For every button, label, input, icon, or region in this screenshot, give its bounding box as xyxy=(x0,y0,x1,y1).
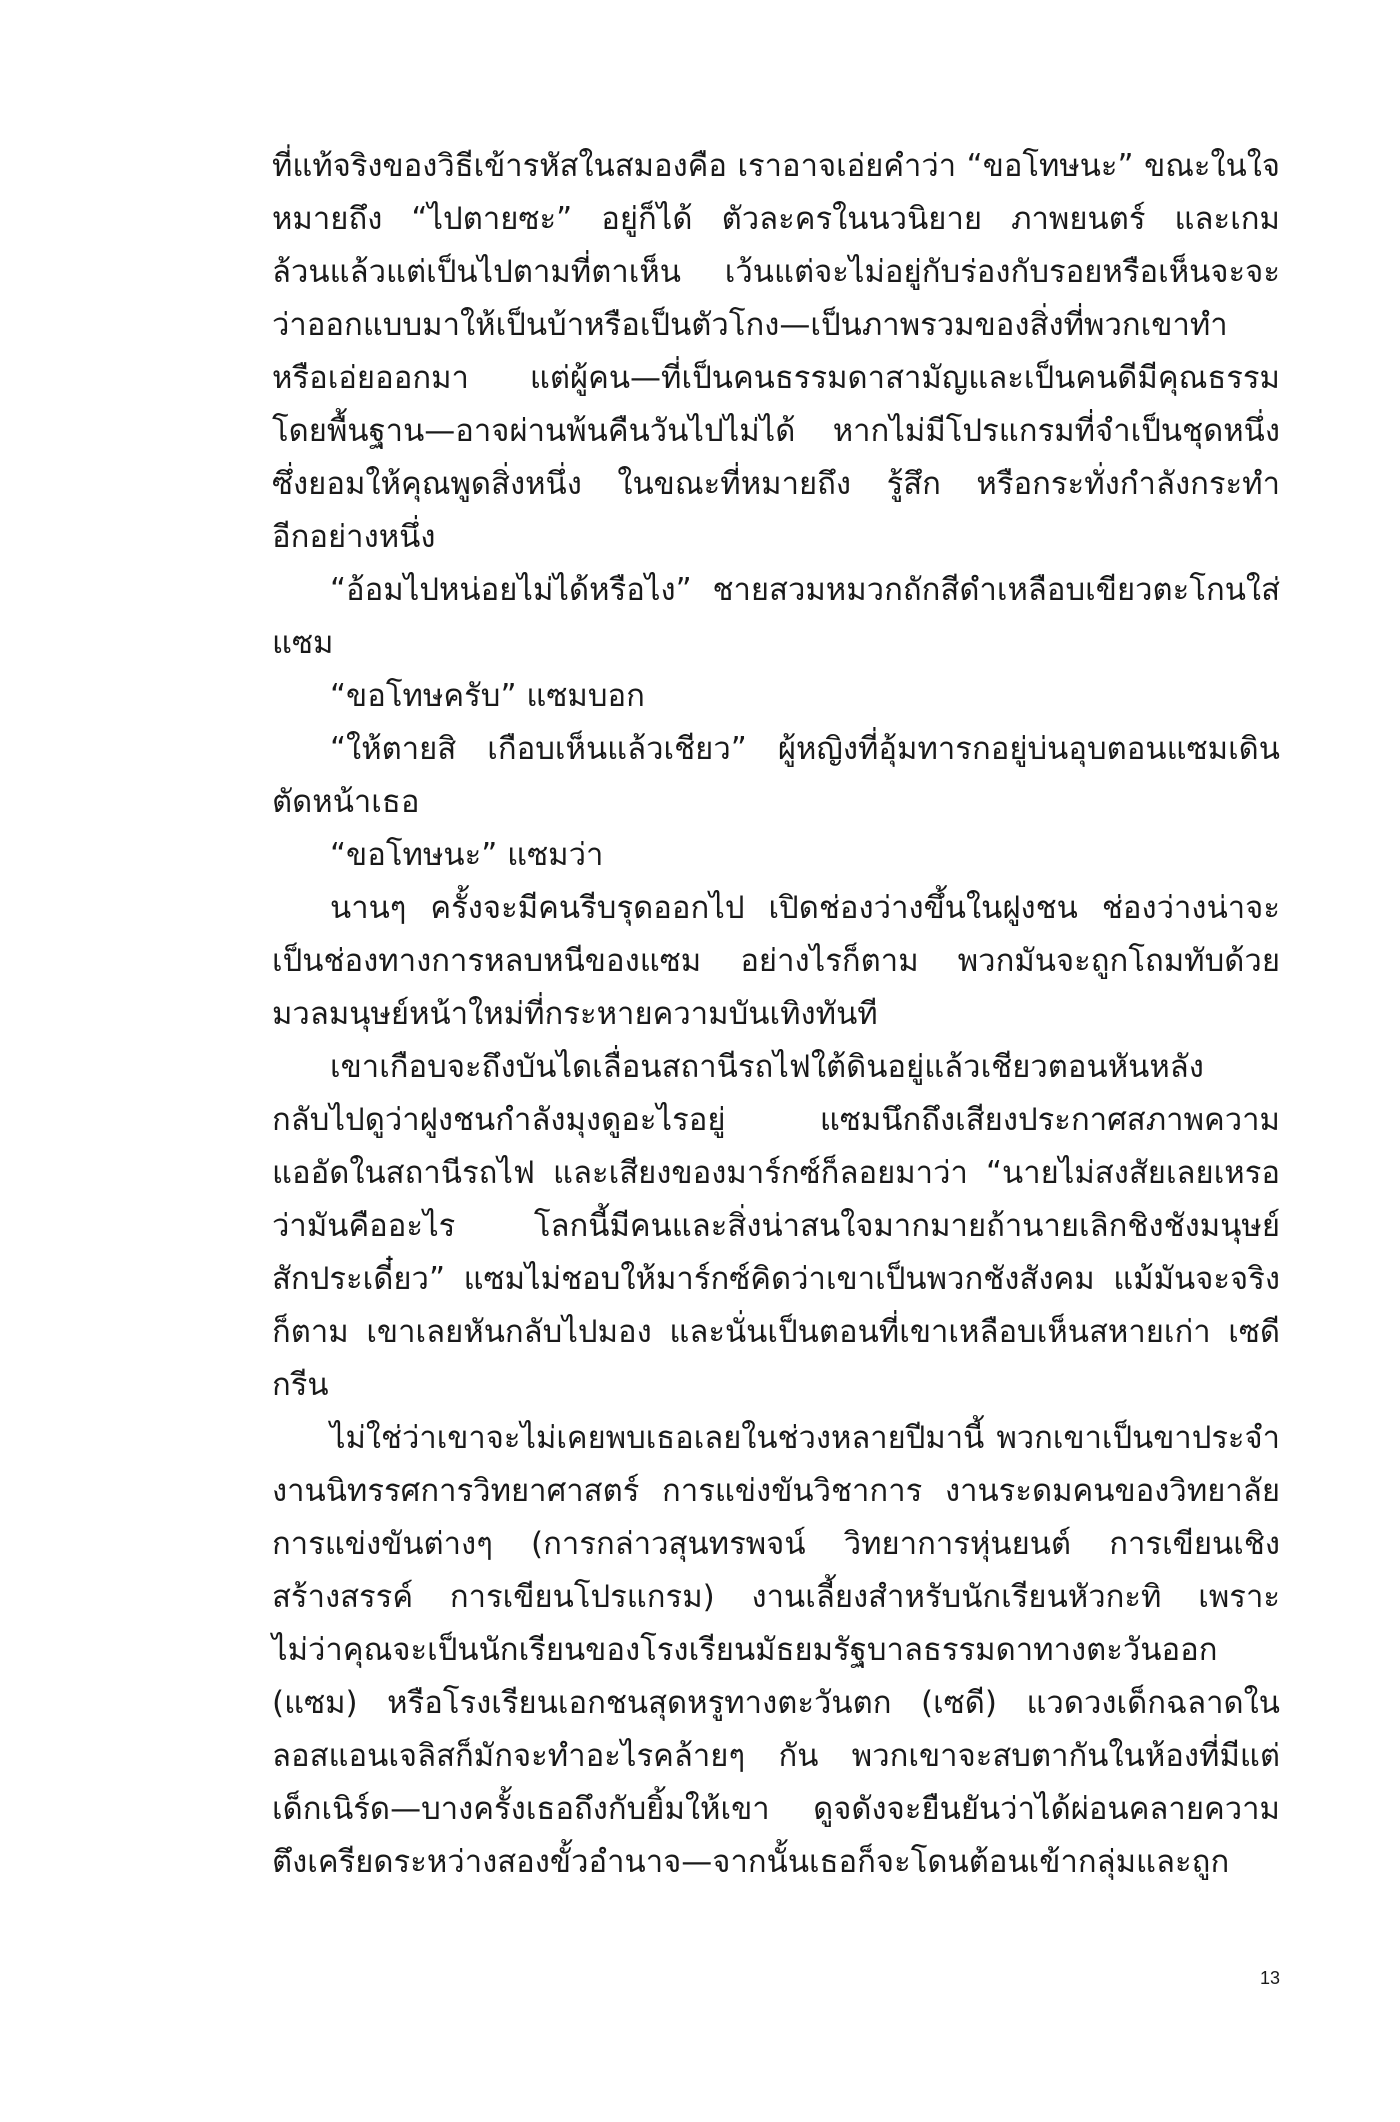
text-line: เขาเกือบจะถึงบันไดเลื่อนสถานีรถไฟใต้ดินอยู่แล้วเชียวตอนหันหลัง xyxy=(330,1049,1204,1085)
text-line: ตัดหน้าเธอ xyxy=(272,784,420,820)
text-line: ล้วนแล้วแต่เป็นไปตามที่ตาเห็น เว้นแต่จะไม่อยู่กับร่องกับรอยหรือเห็นจะจะ xyxy=(272,254,1280,290)
text-line: สร้างสรรค์ การเขียนโปรแกรม) งานเลี้ยงสำหรับนักเรียนหัวกะทิ เพราะ xyxy=(272,1579,1280,1615)
text-line: สักประเดี๋ยว” แซมไม่ชอบให้มาร์กซ์คิดว่าเขาเป็นพวกชังสังคม แม้มันจะจริง xyxy=(272,1261,1280,1297)
text-line: อีกอย่างหนึ่ง xyxy=(272,519,436,555)
page-number: 13 xyxy=(1259,1968,1280,1988)
text-line: โดยพื้นฐาน—อาจผ่านพ้นคืนวันไปไม่ได้ หากไม่มีโปรแกรมที่จำเป็นชุดหนึ่ง xyxy=(272,413,1280,449)
text-line: “ให้ตายสิ เกือบเห็นแล้วเชียว” ผู้หญิงที่อุ้มทารกอยู่บ่นอุบตอนแซมเดิน xyxy=(330,731,1280,767)
text-line: ตึงเครียดระหว่างสองขั้วอำนาจ—จากนั้นเธอก็จะโดนต้อนเข้ากลุ่มและถูก xyxy=(272,1844,1230,1880)
text-line: งานนิทรรศการวิทยาศาสตร์ การแข่งขันวิชาการ งานระดมคนของวิทยาลัย xyxy=(272,1473,1280,1509)
text-line: “ขอโทษนะ” แซมว่า xyxy=(330,837,604,873)
text-line: นานๆ ครั้งจะมีคนรีบรุดออกไป เปิดช่องว่างขึ้นในฝูงชน ช่องว่างน่าจะ xyxy=(330,890,1280,926)
text-line: แออัดในสถานีรถไฟ และเสียงของมาร์กซ์ก็ลอยมาว่า “นายไม่สงสัยเลยเหรอ xyxy=(272,1155,1280,1191)
text-line: เด็กเนิร์ด—บางครั้งเธอถึงกับยิ้มให้เขา ดูจดังจะยืนยันว่าได้ผ่อนคลายความ xyxy=(272,1791,1280,1827)
body-text xyxy=(272,140,1280,1889)
text-line: ไม่ว่าคุณจะเป็นนักเรียนของโรงเรียนมัธยมรัฐบาลธรรมดาทางตะวันออก xyxy=(272,1632,1218,1668)
text-line: ว่าออกแบบมาให้เป็นบ้าหรือเป็นตัวโกง—เป็นภาพรวมของสิ่งที่พวกเขาทำ xyxy=(272,307,1228,343)
text-line: หรือเอ่ยออกมา แต่ผู้คน—ที่เป็นคนธรรมดาสามัญและเป็นคนดีมีคุณธรรม xyxy=(272,360,1280,396)
text-line: ไม่ใช่ว่าเขาจะไม่เคยพบเธอเลยในช่วงหลายปีมานี้ พวกเขาเป็นขาประจำ xyxy=(330,1420,1280,1456)
text-line: “อ้อมไปหน่อยไม่ได้หรือไง” ชายสวมหมวกถักสีดำเหลือบเขียวตะโกนใส่ xyxy=(330,572,1280,608)
text-line: ก็ตาม เขาเลยหันกลับไปมอง และนั่นเป็นตอนที่เขาเหลือบเห็นสหายเก่า เซดี xyxy=(272,1314,1280,1350)
text-line: ซึ่งยอมให้คุณพูดสิ่งหนึ่ง ในขณะที่หมายถึง รู้สึก หรือกระทั่งกำลังกระทำ xyxy=(272,466,1280,502)
text-line: มวลมนุษย์หน้าใหม่ที่กระหายความบันเทิงทันที xyxy=(272,996,878,1032)
text-line: กรีน xyxy=(272,1367,329,1403)
text-line: ว่ามันคืออะไร โลกนี้มีคนและสิ่งน่าสนใจมากมายถ้านายเลิกชิงชังมนุษย์ xyxy=(272,1208,1280,1244)
text-line: ลอสแอนเจลิสก็มักจะทำอะไรคล้ายๆ กัน พวกเขาจะสบตากันในห้องที่มีแต่ xyxy=(272,1738,1280,1774)
text-line: ที่แท้จริงของวิธีเข้ารหัสในสมองคือ เราอาจเอ่ยคำว่า “ขอโทษนะ” ขณะในใจ xyxy=(272,148,1280,184)
text-line: แซม xyxy=(272,625,334,661)
text-line: การแข่งขันต่างๆ (การกล่าวสุนทรพจน์ วิทยาการหุ่นยนต์ การเขียนเชิง xyxy=(272,1526,1280,1562)
text-line: หมายถึง “ไปตายซะ” อยู่ก็ได้ ตัวละครในนวนิยาย ภาพยนตร์ และเกม xyxy=(272,201,1280,237)
text-line: เป็นช่องทางการหลบหนีของแซม อย่างไรก็ตาม พวกมันจะถูกโถมทับด้วย xyxy=(272,943,1280,979)
text-line: (แซม) หรือโรงเรียนเอกชนสุดหรูทางตะวันตก (เซดี) แวดวงเด็กฉลาดใน xyxy=(272,1685,1280,1721)
text-line: “ขอโทษครับ” แซมบอก xyxy=(330,678,645,714)
text-line: กลับไปดูว่าฝูงชนกำลังมุงดูอะไรอยู่ แซมนึกถึงเสียงประกาศสภาพความ xyxy=(272,1102,1280,1138)
